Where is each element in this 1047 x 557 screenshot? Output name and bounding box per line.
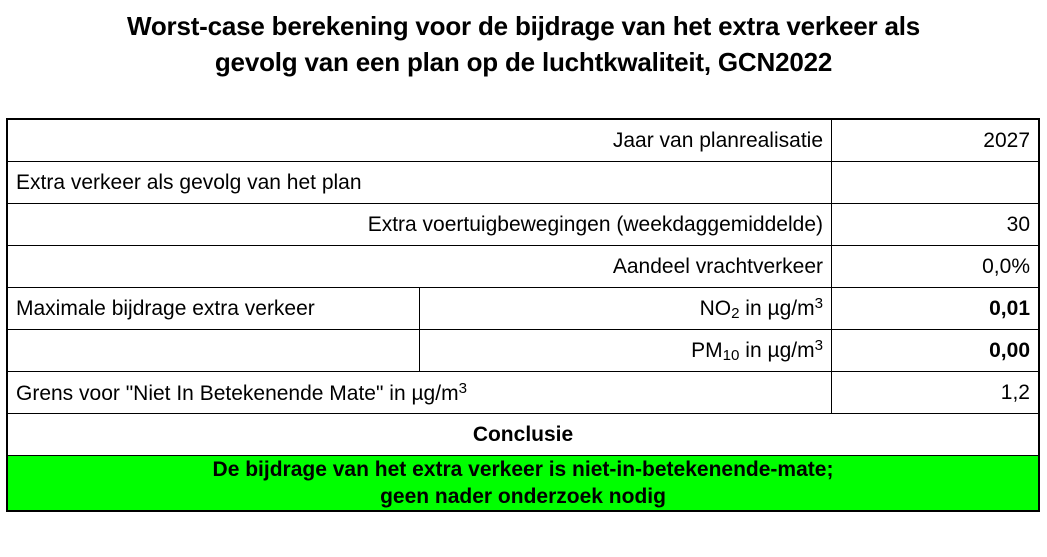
unit-pm10-prefix: PM: [691, 338, 723, 362]
page-title-line-2: gevolg van een plan op de luchtkwaliteit, GCN2022: [214, 47, 833, 77]
conclusion-text: [7, 456, 1039, 512]
page-title: [0, 0, 1047, 80]
calculation-table-wrapper: [6, 118, 1040, 512]
table-row: [7, 288, 1039, 330]
unit-pm10-suffix: in µg/m: [739, 338, 815, 362]
row-label-extra-voertuigbewegingen: Extra voertuigbewegingen (weekdaggemiddelde): [7, 204, 832, 246]
row-value-grens-nibm: 1,2: [832, 372, 1040, 414]
row-unit-pm10: [419, 330, 831, 372]
table-row: [7, 204, 1039, 246]
unit-no2-suffix: in µg/m: [739, 296, 815, 320]
row-label-empty-pm10: [7, 330, 419, 372]
table-row: [7, 162, 1039, 204]
conclusion-line-1: De bijdrage van het extra verkeer is niet-in-betekenende-mate;: [212, 458, 834, 481]
table-row-conclusion-body: [7, 456, 1039, 512]
table-row-conclusion-header: [7, 414, 1039, 456]
row-value-pm10: 0,00: [832, 330, 1040, 372]
conclusion-header: Conclusie: [7, 414, 1039, 456]
row-value-no2: 0,01: [832, 288, 1040, 330]
conclusion-line-2: geen nader onderzoek nodig: [380, 485, 666, 508]
table-row: [7, 330, 1039, 372]
table-row: [7, 119, 1039, 162]
page-title-line-1: Worst-case berekening voor de bijdrage van het extra verkeer als: [126, 11, 921, 41]
unit-no2-prefix: NO: [699, 296, 732, 320]
row-value-extra-verkeer-als-gevolg-van-het-plan: [832, 162, 1040, 204]
row-label-maximale-bijdrage-extra-verkeer: Maximale bijdrage extra verkeer: [7, 288, 419, 330]
calculation-table: [6, 118, 1040, 512]
row-value-jaar-van-planrealisatie[interactable]: 2027: [832, 119, 1040, 162]
row-label-jaar-van-planrealisatie: Jaar van planrealisatie: [7, 119, 832, 162]
table-row: [7, 246, 1039, 288]
row-unit-no2: [419, 288, 831, 330]
grens-nibm-superscript: 3: [458, 379, 467, 397]
unit-pm10-subscript: 10: [722, 347, 740, 365]
row-label-extra-verkeer-als-gevolg-van-het-plan: Extra verkeer als gevolg van het plan: [7, 162, 832, 204]
row-value-extra-voertuigbewegingen[interactable]: 30: [832, 204, 1040, 246]
unit-pm10-superscript: 3: [814, 336, 823, 354]
unit-no2-superscript: 3: [814, 294, 823, 312]
row-label-aandeel-vrachtverkeer: Aandeel vrachtverkeer: [7, 246, 832, 288]
row-value-aandeel-vrachtverkeer[interactable]: 0,0%: [832, 246, 1040, 288]
unit-no2-subscript: 2: [731, 305, 740, 323]
grens-nibm-text: Grens voor "Niet In Betekenende Mate" in µg/m: [16, 381, 459, 405]
row-label-grens-nibm: [7, 372, 832, 414]
table-row: [7, 372, 1039, 414]
